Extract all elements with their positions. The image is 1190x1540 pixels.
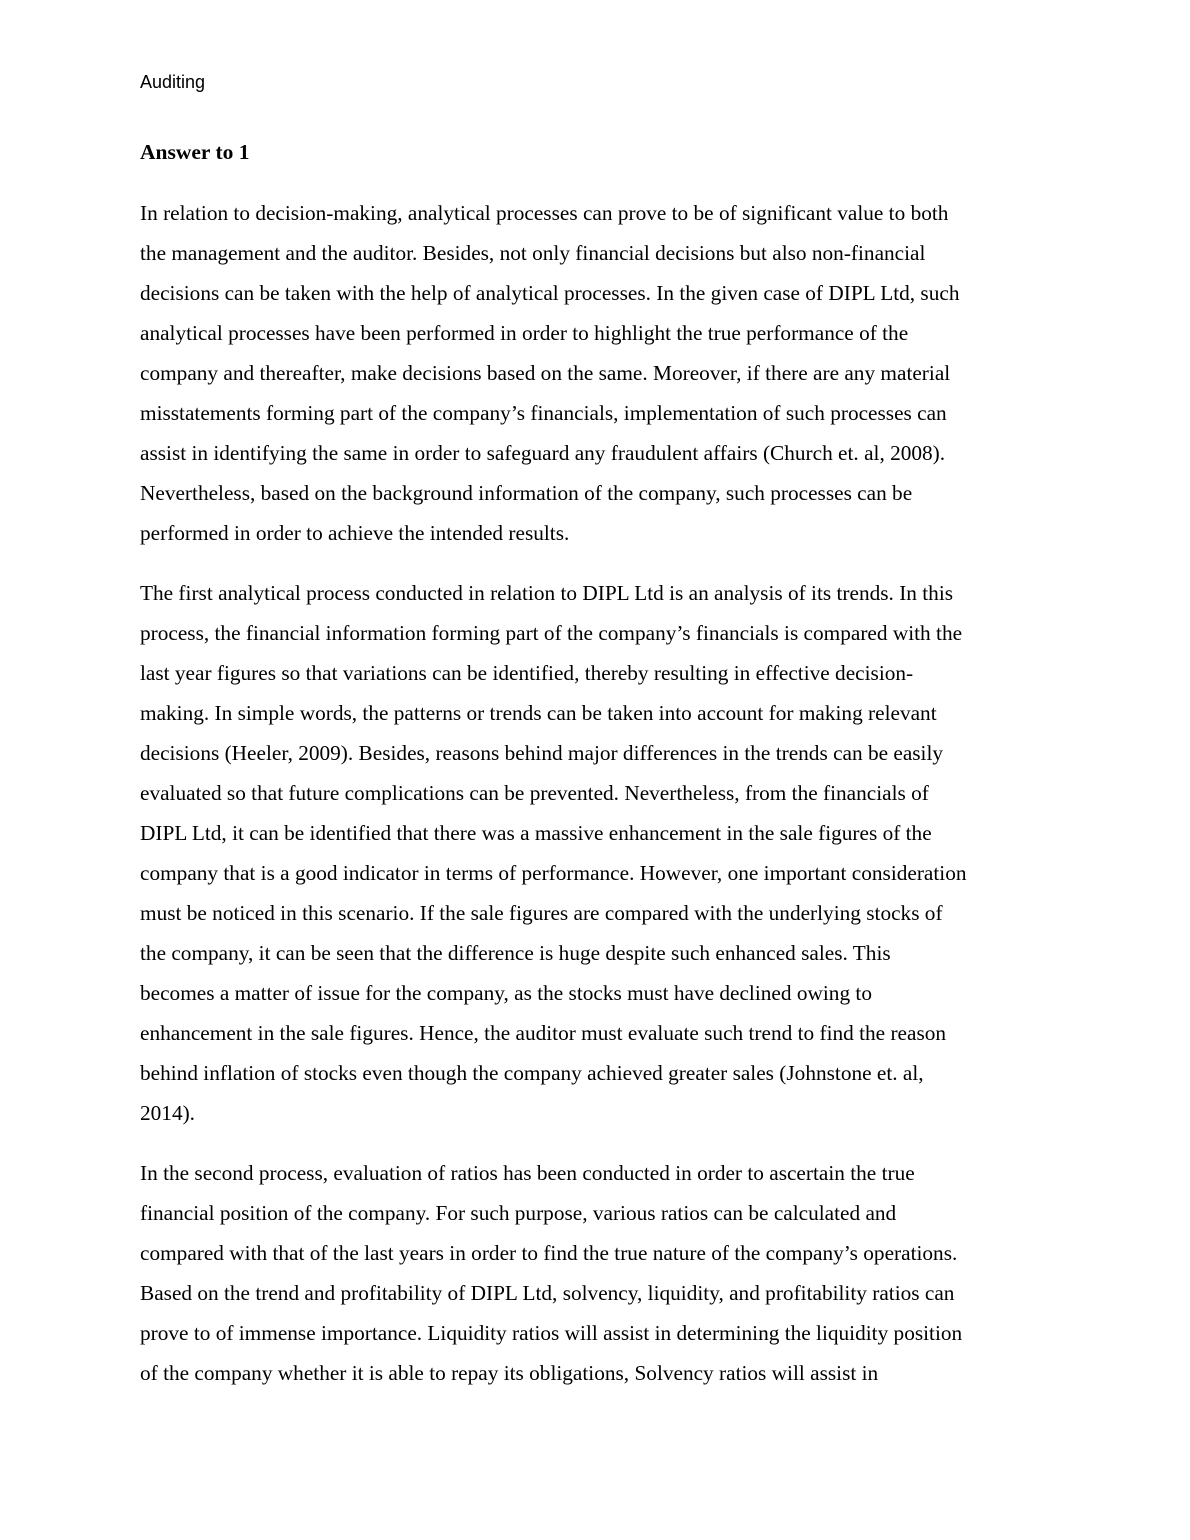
text-line: the management and the auditor. Besides, not only financial decisions but also non-financial xyxy=(140,241,926,265)
paragraph xyxy=(140,573,1060,1133)
text-line: becomes a matter of issue for the company, as the stocks must have declined owing to xyxy=(140,981,872,1005)
text-line: company and thereafter, make decisions based on the same. Moreover, if there are any material xyxy=(140,361,951,385)
text-line: In the second process, evaluation of ratios has been conducted in order to ascertain the true xyxy=(140,1161,915,1185)
paragraph xyxy=(140,1153,1060,1393)
page-header: Auditing xyxy=(140,72,206,92)
text-line: behind inflation of stocks even though the company achieved greater sales (Johnstone et. al, xyxy=(140,1061,924,1085)
text-line: prove to of immense importance. Liquidity ratios will assist in determining the liquidity position xyxy=(140,1321,963,1345)
section-heading: Answer to 1 xyxy=(140,140,250,164)
text-line: misstatements forming part of the company’s financials, implementation of such processes can xyxy=(140,401,947,425)
text-line: assist in identifying the same in order to safeguard any fraudulent affairs (Church et. al, 2008). xyxy=(140,441,946,465)
text-line: In relation to decision-making, analytical processes can prove to be of significant value to both xyxy=(140,201,949,225)
text-line: last year figures so that variations can be identified, thereby resulting in effective decision- xyxy=(140,661,914,685)
text-line: enhancement in the sale figures. Hence, the auditor must evaluate such trend to find the reason xyxy=(140,1021,947,1045)
paragraph xyxy=(140,193,1060,553)
document-body xyxy=(140,193,1060,1413)
text-line: Nevertheless, based on the background information of the company, such processes can be xyxy=(140,481,913,505)
text-line: compared with that of the last years in order to find the true nature of the company’s operations. xyxy=(140,1241,958,1265)
text-line: making. In simple words, the patterns or trends can be taken into account for making relevant xyxy=(140,701,937,725)
text-line: 2014). xyxy=(140,1101,196,1125)
text-line: decisions can be taken with the help of analytical processes. In the given case of DIPL Ltd, such xyxy=(140,281,960,305)
text-line: performed in order to achieve the intended results. xyxy=(140,521,570,545)
text-line: company that is a good indicator in terms of performance. However, one important consideration xyxy=(140,861,967,885)
text-line: of the company whether it is able to repay its obligations, Solvency ratios will assist in xyxy=(140,1361,879,1385)
text-line: The first analytical process conducted in relation to DIPL Ltd is an analysis of its trends. In this xyxy=(140,581,954,605)
text-line: evaluated so that future complications can be prevented. Nevertheless, from the financials of xyxy=(140,781,929,805)
text-line: the company, it can be seen that the difference is huge despite such enhanced sales. This xyxy=(140,941,891,965)
text-line: DIPL Ltd, it can be identified that there was a massive enhancement in the sale figures of the xyxy=(140,821,932,845)
text-line: decisions (Heeler, 2009). Besides, reasons behind major differences in the trends can be easily xyxy=(140,741,944,765)
text-line: financial position of the company. For such purpose, various ratios can be calculated and xyxy=(140,1201,897,1225)
text-line: analytical processes have been performed in order to highlight the true performance of the xyxy=(140,321,909,345)
text-line: Based on the trend and profitability of DIPL Ltd, solvency, liquidity, and profitability ratios can xyxy=(140,1281,955,1305)
text-line: process, the financial information forming part of the company’s financials is compared with the xyxy=(140,621,963,645)
text-line: must be noticed in this scenario. If the sale figures are compared with the underlying stocks of xyxy=(140,901,943,925)
